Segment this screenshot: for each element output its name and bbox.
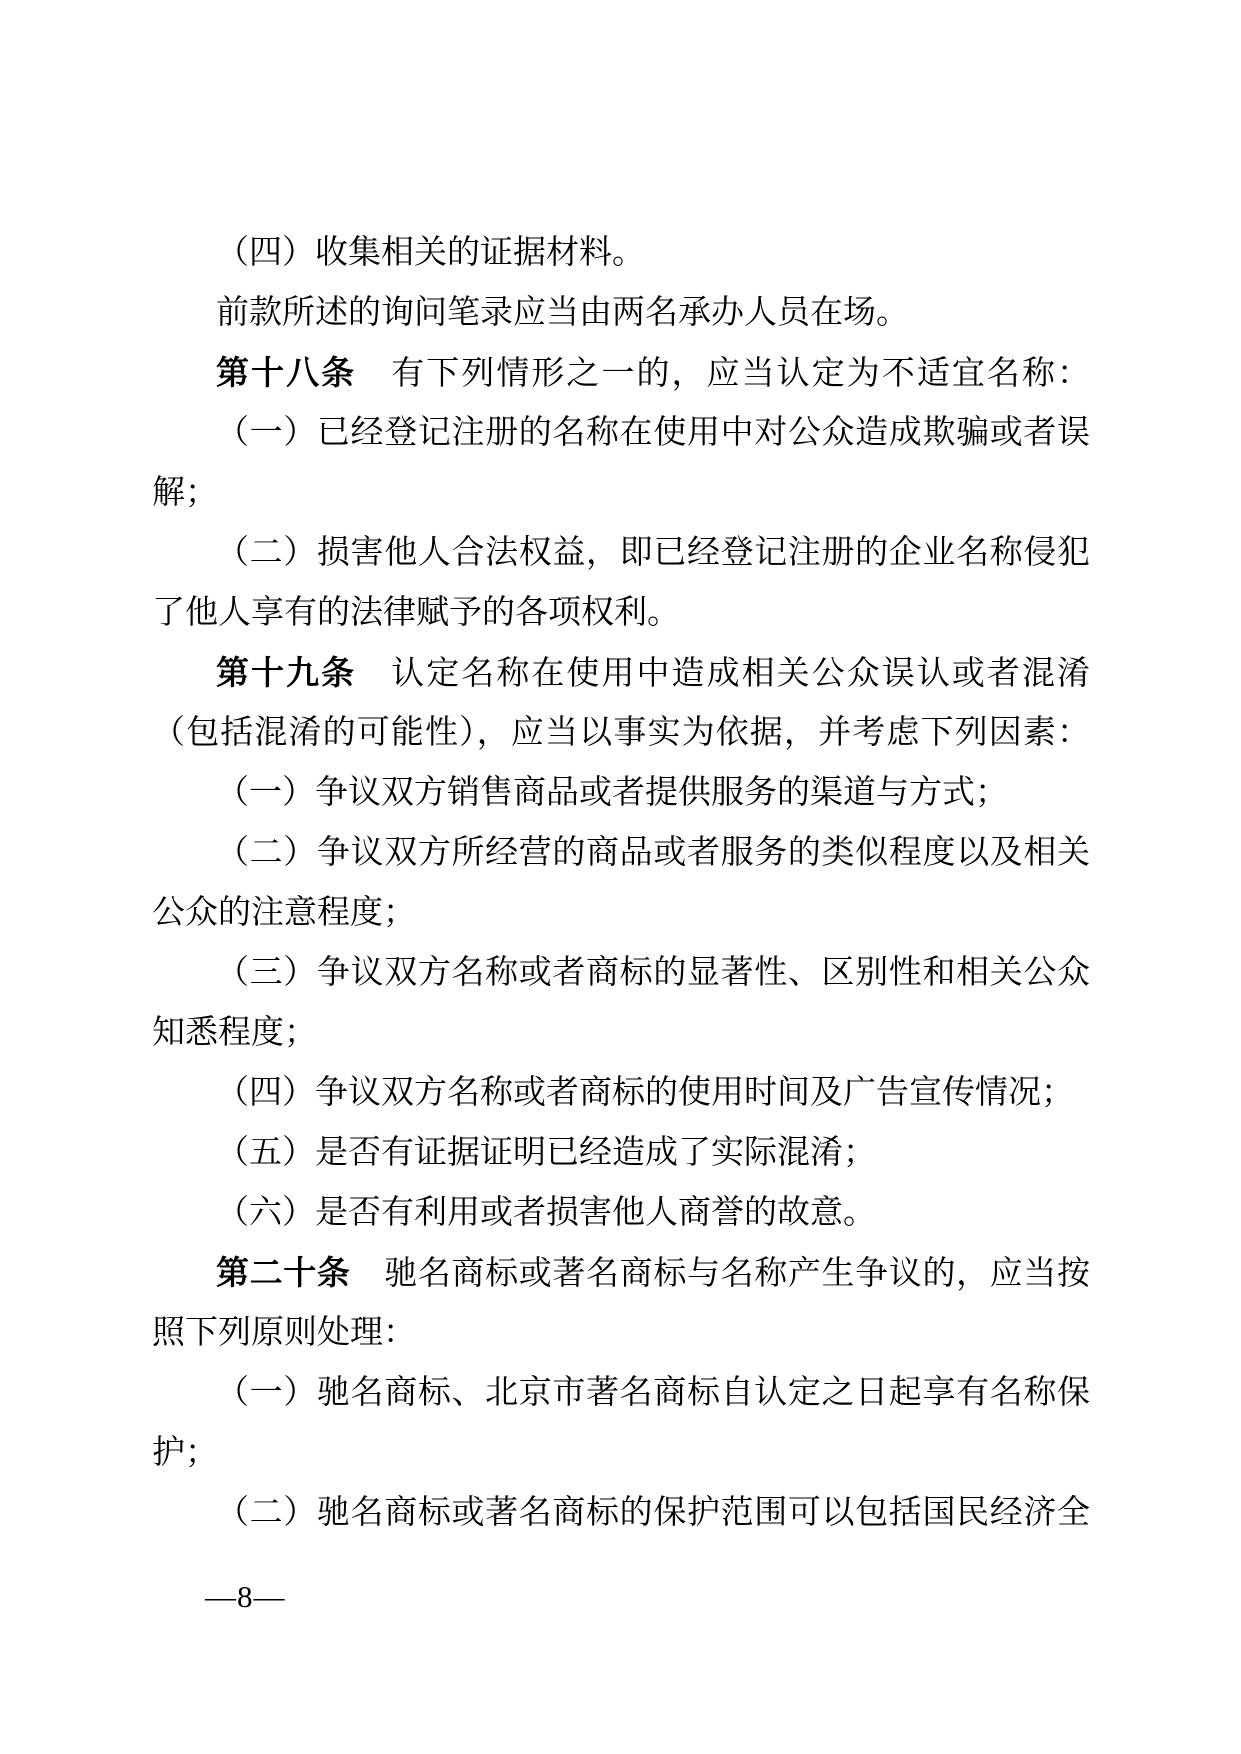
document-line-10 (152, 763, 1090, 823)
line-text: （包括混淆的可能性），应当以事实为依据，并考虑下列因素： (152, 715, 1090, 751)
document-line-2 (152, 283, 1090, 343)
document-line-9 (152, 703, 1090, 763)
document-line-17 (152, 1183, 1090, 1243)
line-text: （一）驰名商标、北京市著名商标自认定之日起享有名称保 (216, 1375, 1090, 1411)
document-line-14 (152, 1003, 1090, 1063)
line-text: （六）是否有利用或者损害他人商誉的故意。 (216, 1195, 876, 1231)
document-line-16 (152, 1123, 1090, 1183)
document-line-18 (152, 1243, 1090, 1303)
line-text: 照下列原则处理： (152, 1315, 416, 1351)
line-text: 驰名商标或著名商标与名称产生争议的，应当按 (350, 1256, 1091, 1292)
document-line-3 (152, 343, 1090, 403)
article-number: 第二十条 (216, 1254, 351, 1291)
article-number: 第十八条 (216, 354, 357, 391)
document-line-7 (152, 583, 1090, 643)
document-line-12 (152, 883, 1090, 943)
document-line-22 (152, 1483, 1090, 1543)
line-text: （二）损害他人合法权益，即已经登记注册的企业名称侵犯 (216, 535, 1090, 571)
article-number: 第十九条 (216, 654, 357, 691)
line-text: （一）争议双方销售商品或者提供服务的渠道与方式； (216, 775, 1008, 811)
line-text: 前款所述的询问笔录应当由两名承办人员在场。 (216, 295, 909, 331)
document-line-4 (152, 403, 1090, 463)
document-line-20 (152, 1363, 1090, 1423)
document-body (152, 223, 1090, 1543)
document-line-1 (152, 223, 1090, 283)
line-text: 知悉程度； (152, 1015, 317, 1051)
line-text: 有下列情形之一的，应当认定为不适宜名称： (356, 356, 1091, 392)
line-text: 认定名称在使用中造成相关公众误认或者混淆 (356, 656, 1091, 692)
line-text: （五）是否有证据证明已经造成了实际混淆； (216, 1135, 876, 1171)
document-line-5 (152, 463, 1090, 523)
line-text: （三）争议双方名称或者商标的显著性、区别性和相关公众 (216, 955, 1090, 991)
line-text: 解； (152, 475, 218, 511)
document-line-13 (152, 943, 1090, 1003)
line-text: （四）收集相关的证据材料。 (216, 235, 645, 271)
document-line-21 (152, 1423, 1090, 1483)
line-text: （四）争议双方名称或者商标的使用时间及广告宣传情况； (216, 1075, 1074, 1111)
line-text: 了他人享有的法律赋予的各项权利。 (152, 595, 680, 631)
line-text: （一）已经登记注册的名称在使用中对公众造成欺骗或者误 (216, 415, 1090, 451)
document-line-19 (152, 1303, 1090, 1363)
document-line-15 (152, 1063, 1090, 1123)
document-line-6 (152, 523, 1090, 583)
line-text: 护； (152, 1435, 218, 1471)
line-text: （二）驰名商标或著名商标的保护范围可以包括国民经济全 (216, 1495, 1090, 1531)
line-text: 公众的注意程度； (152, 895, 416, 931)
document-line-8 (152, 643, 1090, 703)
document-line-11 (152, 823, 1090, 883)
page-number: —8— (205, 1579, 286, 1614)
line-text: （二）争议双方所经营的商品或者服务的类似程度以及相关 (216, 835, 1090, 871)
